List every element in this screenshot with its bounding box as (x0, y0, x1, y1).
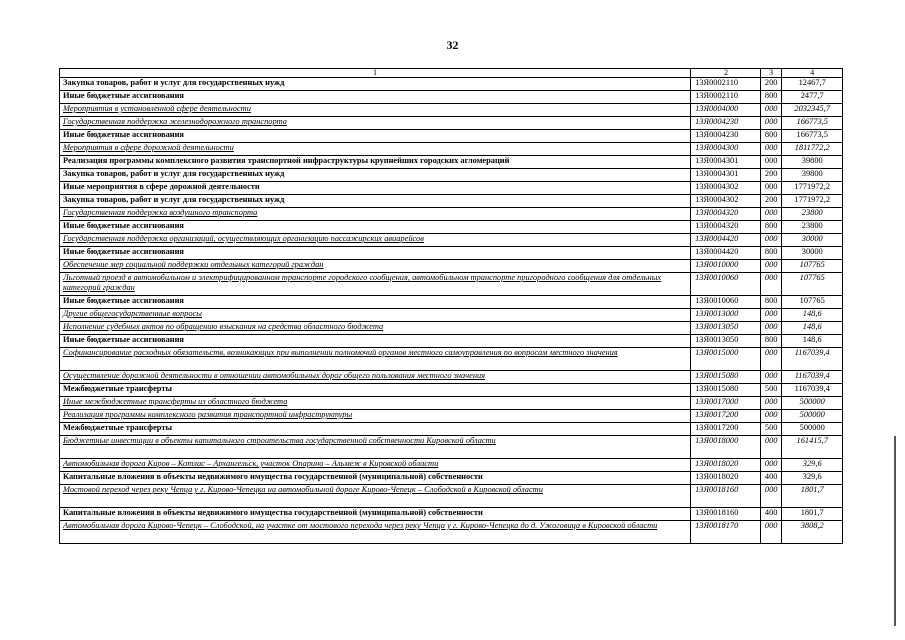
row-type-cell: 500 (760, 384, 782, 397)
row-code-cell: 13Я0018020 (691, 459, 761, 472)
row-name-cell: Реализация программы комплексного развития транспортной инфраструктуры крупнейших городских агломераций (60, 156, 691, 169)
row-name-cell: Капитальные вложения в объекты недвижимого имущества государственной (муниципальной) собственности (60, 472, 691, 485)
row-code-cell: 13Я0017000 (691, 397, 761, 410)
row-amount-cell: 23800 (782, 208, 843, 221)
row-name-cell: Межбюджетные трансферты (60, 423, 691, 436)
row-name-cell: Обеспечение мер социальной поддержки отдельных категорий граждан (60, 260, 691, 273)
row-amount-cell: 39800 (782, 169, 843, 182)
row-name-cell: Иные бюджетные ассигнования (60, 247, 691, 260)
table-header-row (60, 69, 843, 78)
table-row (60, 384, 843, 397)
row-type-cell: 000 (760, 348, 782, 371)
row-code-cell: 13Я0004300 (691, 143, 761, 156)
row-amount-cell: 148,6 (782, 322, 843, 335)
row-amount-cell: 107765 (782, 296, 843, 309)
row-type-cell: 400 (760, 508, 782, 521)
table-row (60, 260, 843, 273)
table-row (60, 182, 843, 195)
row-amount-cell: 1167039,4 (782, 384, 843, 397)
row-type-cell: 500 (760, 423, 782, 436)
row-name-cell: Иные мероприятия в сфере дорожной деятельности (60, 182, 691, 195)
row-amount-cell: 30000 (782, 234, 843, 247)
row-name-cell: Капитальные вложения в объекты недвижимого имущества государственной (муниципальной) собственности (60, 508, 691, 521)
row-code-cell: 13Я0010000 (691, 260, 761, 273)
table-row (60, 410, 843, 423)
row-code-cell: 13Я0004302 (691, 182, 761, 195)
row-type-cell: 000 (760, 436, 782, 459)
table-row (60, 78, 843, 91)
table-row (60, 309, 843, 322)
row-code-cell: 13Я0018160 (691, 485, 761, 508)
row-amount-cell: 30000 (782, 247, 843, 260)
row-name-cell: Иные бюджетные ассигнования (60, 335, 691, 348)
row-code-cell: 13Я0004302 (691, 195, 761, 208)
table-row (60, 104, 843, 117)
budget-table (59, 68, 843, 544)
scan-edge-line (894, 436, 896, 626)
header-col-2: 2 (691, 69, 761, 78)
row-amount-cell: 500000 (782, 397, 843, 410)
row-amount-cell: 500000 (782, 423, 843, 436)
table-row (60, 117, 843, 130)
row-type-cell: 800 (760, 130, 782, 143)
row-amount-cell: 1811772,2 (782, 143, 843, 156)
row-amount-cell: 1801,7 (782, 508, 843, 521)
row-code-cell: 13Я0010060 (691, 296, 761, 309)
row-name-cell: Государственная поддержка организаций, осуществляющих организацию пассажирских авиарейсов (60, 234, 691, 247)
table-row (60, 169, 843, 182)
row-name-cell: Иные бюджетные ассигнования (60, 221, 691, 234)
row-name-cell: Автомобильная дорога Киров – Котлас – Архангельск, участок Опарино – Альмеж в Кировской области (60, 459, 691, 472)
row-code-cell: 13Я0004301 (691, 169, 761, 182)
row-name-cell: Государственная поддержка железнодорожного транспорта (60, 117, 691, 130)
row-name-cell: Иные бюджетные ассигнования (60, 130, 691, 143)
row-amount-cell: 1167039,4 (782, 348, 843, 371)
row-amount-cell: 1771972,2 (782, 195, 843, 208)
row-code-cell: 13Я0004230 (691, 130, 761, 143)
table-row (60, 485, 843, 508)
table-row (60, 156, 843, 169)
row-code-cell: 13Я0018160 (691, 508, 761, 521)
row-code-cell: 13Я0002110 (691, 91, 761, 104)
row-type-cell: 000 (760, 260, 782, 273)
row-code-cell: 13Я0004000 (691, 104, 761, 117)
row-name-cell: Закупка товаров, работ и услуг для государственных нужд (60, 78, 691, 91)
row-type-cell: 800 (760, 247, 782, 260)
row-name-cell: Закупка товаров, работ и услуг для государственных нужд (60, 195, 691, 208)
row-name-cell: Мероприятия в установленной сфере деятельности (60, 104, 691, 117)
table-row (60, 348, 843, 371)
row-type-cell: 200 (760, 78, 782, 91)
row-type-cell: 000 (760, 322, 782, 335)
row-code-cell: 13Я0004320 (691, 221, 761, 234)
row-code-cell: 13Я0018020 (691, 472, 761, 485)
table-row (60, 130, 843, 143)
row-type-cell: 000 (760, 208, 782, 221)
row-type-cell: 800 (760, 91, 782, 104)
row-code-cell: 13Я0017200 (691, 410, 761, 423)
row-amount-cell: 148,6 (782, 309, 843, 322)
row-type-cell: 000 (760, 410, 782, 423)
row-amount-cell: 1167039,4 (782, 371, 843, 384)
row-code-cell: 13Я0002110 (691, 78, 761, 91)
table-row (60, 371, 843, 384)
table-row (60, 296, 843, 309)
row-code-cell: 13Я0018170 (691, 521, 761, 544)
row-code-cell: 13Я0017200 (691, 423, 761, 436)
row-type-cell: 000 (760, 156, 782, 169)
row-type-cell: 000 (760, 182, 782, 195)
row-amount-cell: 166773,5 (782, 117, 843, 130)
row-code-cell: 13Я0013050 (691, 335, 761, 348)
budget-table-container (59, 68, 843, 544)
row-code-cell: 13Я0004420 (691, 247, 761, 260)
row-type-cell: 400 (760, 472, 782, 485)
row-name-cell: Государственная поддержка воздушного транспорта (60, 208, 691, 221)
row-name-cell: Иные бюджетные ассигнования (60, 296, 691, 309)
table-row (60, 508, 843, 521)
row-code-cell: 13Я0004320 (691, 208, 761, 221)
row-code-cell: 13Я0015080 (691, 371, 761, 384)
table-row (60, 208, 843, 221)
row-name-cell: Мостовой переход через реку Чепца у г. Кирово-Чепецка на автомобильной дороге Кирово-Чепецк – Слободской в Кировской области (60, 485, 691, 508)
row-name-cell: Мероприятия в сфере дорожной деятельности (60, 143, 691, 156)
row-amount-cell: 107765 (782, 260, 843, 273)
table-row (60, 397, 843, 410)
header-col-4: 4 (782, 69, 843, 78)
row-amount-cell: 166773,5 (782, 130, 843, 143)
row-amount-cell: 107765 (782, 273, 843, 296)
row-type-cell: 000 (760, 309, 782, 322)
table-row (60, 521, 843, 544)
row-name-cell: Закупка товаров, работ и услуг для государственных нужд (60, 169, 691, 182)
row-name-cell: Реализация программы комплексного развития транспортной инфраструктуры (60, 410, 691, 423)
row-name-cell: Софинансирование расходных обязательств, возникающих при выполнении полномочий органов местного самоуправления по вопросам местного значения (60, 348, 691, 371)
header-col-3: 3 (760, 69, 782, 78)
row-code-cell: 13Я0013000 (691, 309, 761, 322)
row-code-cell: 13Я0004420 (691, 234, 761, 247)
table-row (60, 247, 843, 260)
row-type-cell: 000 (760, 234, 782, 247)
row-amount-cell: 3808,2 (782, 521, 843, 544)
row-type-cell: 000 (760, 117, 782, 130)
row-amount-cell: 161415,7 (782, 436, 843, 459)
row-code-cell: 13Я0015000 (691, 348, 761, 371)
row-name-cell: Исполнение судебных актов по обращению взыскания на средства областного бюджета (60, 322, 691, 335)
row-name-cell: Иные межбюджетные трансферты из областного бюджета (60, 397, 691, 410)
row-type-cell: 200 (760, 169, 782, 182)
row-code-cell: 13Я0013050 (691, 322, 761, 335)
row-name-cell: Осуществление дорожной деятельности в отношении автомобильных дорог общего пользования местного значения (60, 371, 691, 384)
page-number: 32 (446, 38, 459, 52)
table-row (60, 195, 843, 208)
row-amount-cell: 1801,7 (782, 485, 843, 508)
table-row (60, 322, 843, 335)
table-row (60, 459, 843, 472)
row-code-cell: 13Я0004301 (691, 156, 761, 169)
row-amount-cell: 329,6 (782, 472, 843, 485)
table-row (60, 143, 843, 156)
table-row (60, 436, 843, 459)
row-amount-cell: 2477,7 (782, 91, 843, 104)
table-row (60, 234, 843, 247)
row-type-cell: 000 (760, 104, 782, 117)
row-type-cell: 000 (760, 397, 782, 410)
table-row (60, 472, 843, 485)
row-amount-cell: 148,6 (782, 335, 843, 348)
row-amount-cell: 2032345,7 (782, 104, 843, 117)
row-amount-cell: 1771972,2 (782, 182, 843, 195)
row-type-cell: 000 (760, 371, 782, 384)
row-type-cell: 200 (760, 195, 782, 208)
row-amount-cell: 23800 (782, 221, 843, 234)
row-code-cell: 13Я0004230 (691, 117, 761, 130)
row-code-cell: 13Я0010060 (691, 273, 761, 296)
row-amount-cell: 500000 (782, 410, 843, 423)
table-row (60, 91, 843, 104)
row-name-cell: Другие общегосударственные вопросы (60, 309, 691, 322)
row-amount-cell: 12467,7 (782, 78, 843, 91)
row-type-cell: 000 (760, 143, 782, 156)
row-name-cell: Бюджетные инвестиции в объекты капитального строительства государственной собственности Кировской области (60, 436, 691, 459)
row-type-cell: 000 (760, 459, 782, 472)
row-code-cell: 13Я0015080 (691, 384, 761, 397)
row-name-cell: Льготный проезд в автомобильном и электрифицированном транспорте городского сообщения, автомобильном транспорте пригородного сообщения для отдельных категорий граждан (60, 273, 691, 296)
table-row (60, 273, 843, 296)
row-amount-cell: 39800 (782, 156, 843, 169)
table-row (60, 335, 843, 348)
row-type-cell: 800 (760, 221, 782, 234)
row-type-cell: 800 (760, 335, 782, 348)
table-row (60, 221, 843, 234)
row-name-cell: Межбюджетные трансферты (60, 384, 691, 397)
row-amount-cell: 329,6 (782, 459, 843, 472)
row-type-cell: 000 (760, 485, 782, 508)
row-type-cell: 800 (760, 296, 782, 309)
row-name-cell: Автомобильная дорога Кирово-Чепецк – Слободской, на участке от мостового перехода через реку Чепца у г. Кирово-Чепецка до д. Ужоговица в Кировской области (60, 521, 691, 544)
table-row (60, 423, 843, 436)
row-type-cell: 000 (760, 273, 782, 296)
row-name-cell: Иные бюджетные ассигнования (60, 91, 691, 104)
row-type-cell: 000 (760, 521, 782, 544)
row-code-cell: 13Я0018000 (691, 436, 761, 459)
header-col-1: 1 (60, 69, 691, 78)
